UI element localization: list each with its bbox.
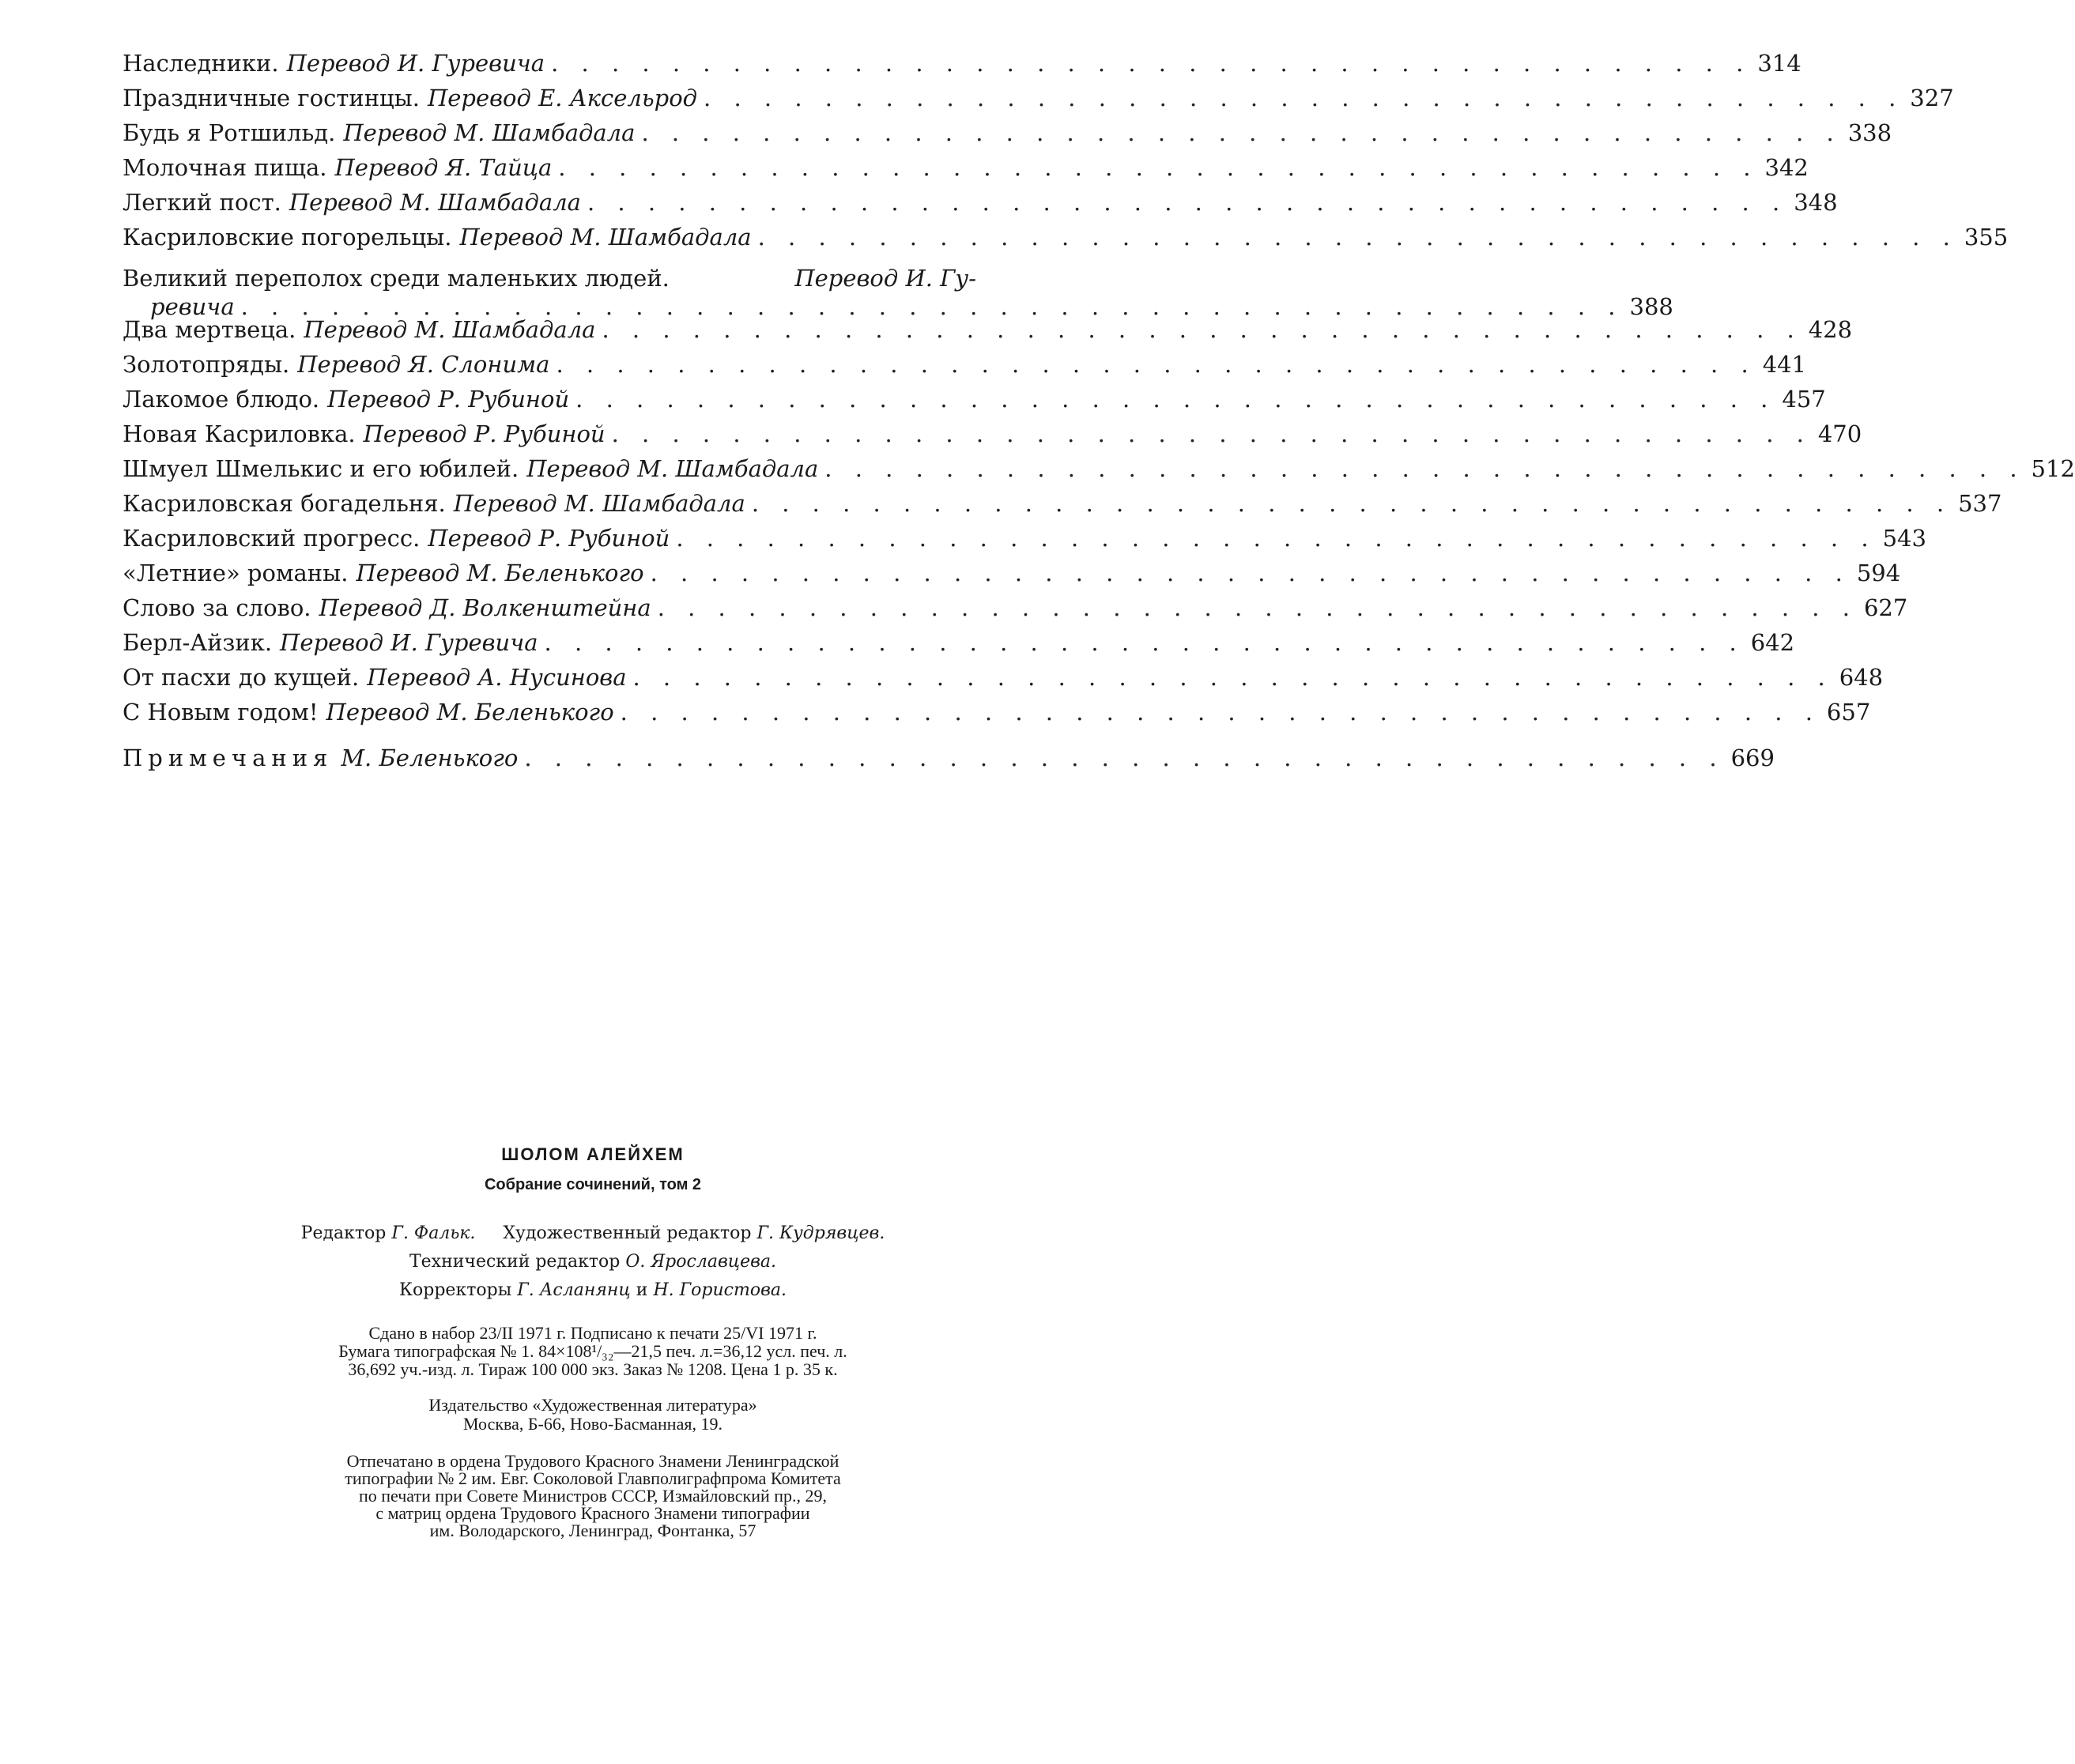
publisher-line: Издательство «Художественная литература» — [428, 1395, 757, 1415]
toc-entry — [123, 594, 1908, 631]
print-line: Сдано в набор 23/II 1971 г. Подписано к печати 25/VI 1971 г. — [368, 1323, 817, 1343]
toc-title: Будь я Ротшильд. — [123, 119, 336, 146]
toc-translator: Перевод М. Беленького — [326, 699, 614, 726]
printer-line: с матриц ордена Трудового Красного Знамени типографии — [375, 1503, 810, 1523]
toc-title: Золотопряды. — [123, 351, 290, 378]
toc-title: С Новым годом! — [123, 699, 319, 726]
art-editor-name: Г. Кудрявцев. — [756, 1223, 885, 1243]
toc-translator-continued: ревича — [150, 293, 235, 320]
toc-leader: . . . . . . . . . . . . . . . . . . . . . . . . . . . . . . . . . . . . . . . . — [524, 744, 1725, 771]
toc-page-number: 388 — [1629, 293, 1673, 320]
toc-title: Шмуел Шмелькис и его юбилей. — [123, 455, 519, 482]
toc-translator: Перевод М. Шамбадала — [459, 224, 752, 251]
toc-leader: . . . . . . . . . . . . . . . . . . . . . . . . . . . . . . . . . . . . . . . . — [602, 316, 1802, 343]
toc-leader: . . . . . . . . . . . . . . . . . . . . . . . . . . . . . . . . . . . . . . . . — [587, 189, 1788, 216]
toc-entry — [123, 525, 1926, 562]
toc-wrapped-line — [123, 293, 1673, 320]
printer-info — [198, 1453, 988, 1540]
toc-page-number: 627 — [1863, 594, 1908, 621]
toc-translator: Перевод Я. Тайца — [334, 154, 553, 181]
toc-title: Великий переполох среди маленьких людей. — [123, 265, 670, 292]
toc-title: Новая Касриловка. — [123, 420, 356, 447]
art-editor-label: Художественный редактор — [503, 1223, 752, 1243]
book-author: ШОЛОМ АЛЕЙХЕМ — [501, 1144, 685, 1164]
toc-page-number: 327 — [1910, 85, 1954, 111]
printer-line: типографии № 2 им. Евг. Соколовой Главполиграфпрома Комитета — [345, 1468, 841, 1488]
toc-entry — [123, 50, 1801, 87]
toc-title: От пасхи до кущей. — [123, 664, 360, 691]
toc-leader: . . . . . . . . . . . . . . . . . . . . . . . . . . . . . . . . . . . . . . . . — [824, 455, 2025, 482]
toc-translator: М. Беленького — [341, 744, 519, 771]
book-series: Собрание сочинений, том 2 — [484, 1176, 702, 1193]
toc-leader: . . . . . . . . . . . . . . . . . . . . . . . . . . . . . . . . . . . . . . . . — [575, 386, 1776, 413]
toc-entry — [123, 420, 1862, 458]
toc-translator: Перевод М. Шамбадала — [304, 316, 596, 343]
publisher-line: Москва, Б-66, Ново-Басманная, 19. — [463, 1414, 722, 1434]
toc-leader: . . . . . . . . . . . . . . . . . . . . . . . . . . . . . . . . . . . . . . . . — [558, 154, 1759, 181]
toc-entry — [123, 351, 1807, 388]
toc-title: Касриловская богадельня. — [123, 490, 446, 517]
tech-editor-label: Технический редактор — [409, 1252, 621, 1272]
toc-title: Касриловский прогресс. — [123, 525, 421, 552]
corrector-name: Г. Асланянц — [517, 1280, 631, 1300]
credits — [198, 1219, 988, 1305]
toc-page-number: 669 — [1730, 744, 1775, 771]
toc-leader: . . . . . . . . . . . . . . . . . . . . . . . . . . . . . . . . . . . . . . . . — [704, 85, 1904, 111]
toc-translator: Перевод Р. Рубиной — [363, 420, 606, 447]
toc-leader: . . . . . . . . . . . . . . . . . . . . . . . . . . . . . . . . . . . . . . . . — [657, 594, 1858, 621]
toc-page-number: 428 — [1808, 316, 1853, 343]
toc-title: Лакомое блюдо. — [123, 386, 320, 413]
print-details — [198, 1324, 988, 1378]
correctors-conjunction: и — [636, 1280, 648, 1300]
toc-entry — [123, 629, 1795, 666]
toc-translator: Перевод А. Нусинова — [367, 664, 627, 691]
toc-page-number: 657 — [1826, 699, 1871, 726]
toc-entry — [123, 224, 2009, 261]
toc-page-number: 348 — [1794, 189, 1838, 216]
toc-entry — [123, 189, 1838, 226]
toc-title: Легкий пост. — [123, 189, 281, 216]
toc-translator: Перевод М. Беленького — [356, 560, 644, 586]
toc-page-number: 543 — [1882, 525, 1926, 552]
correctors-label: Корректоры — [398, 1280, 512, 1300]
printer-line: по печати при Совете Министров СССР, Измайловский пр., 29, — [358, 1486, 828, 1506]
toc-translator: Перевод М. Шамбадала — [453, 490, 745, 517]
toc-page-number: 642 — [1750, 629, 1795, 656]
toc-entry — [123, 699, 1871, 736]
toc-page-number: 342 — [1764, 154, 1809, 181]
toc-page-number: 470 — [1817, 420, 1862, 447]
toc-entry — [123, 664, 1884, 701]
toc-title: Два мертвеца. — [123, 316, 296, 343]
printer-line: им. Володарского, Ленинград, Фонтанка, 57 — [429, 1521, 756, 1540]
toc-entry — [123, 119, 1892, 156]
toc-translator: Перевод Р. Рубиной — [327, 386, 570, 413]
toc-translator: Перевод И. Гуревича — [286, 50, 545, 77]
corrector-name: Н. Гористова. — [653, 1280, 787, 1300]
toc-page-number: 537 — [1958, 490, 2002, 517]
toc-title: «Летние» романы. — [123, 560, 349, 586]
toc-translator: Перевод М. Шамбадала — [289, 189, 581, 216]
toc-leader: . . . . . . . . . . . . . . . . . . . . . . . . . . . . . . . . . . . . . . . . — [641, 119, 1842, 146]
toc-leader: . . . . . . . . . . . . . . . . . . . . . . . . . . . . . . . . . . . . . . . . — [751, 490, 1952, 517]
toc-title: Наследники. — [123, 50, 279, 77]
toc-leader: . . . . . . . . . . . . . . . . . . . . . . . . . . . . . . . . . . . . . . . . — [620, 699, 1820, 726]
table-of-contents — [123, 50, 2075, 782]
print-line: 36,692 уч.-изд. л. Тираж 100 000 экз. Заказ № 1208. Цена 1 р. 35 к. — [348, 1359, 838, 1379]
toc-page-number: 338 — [1847, 119, 1892, 146]
toc-leader: . . . . . . . . . . . . . . . . . . . . . . . . . . . . . . . . . . . . . . . . — [676, 525, 1877, 552]
toc-entry-notes — [123, 744, 1775, 782]
credits-line — [198, 1219, 988, 1248]
toc-page-number: 355 — [1964, 224, 2009, 251]
toc-translator: Перевод Е. Аксельрод — [427, 85, 698, 111]
toc-entry — [123, 560, 1901, 597]
toc-title: Молочная пища. — [123, 154, 327, 181]
toc-translator: Перевод И. Гуревича — [280, 629, 538, 656]
editor-label: Редактор — [300, 1223, 387, 1243]
colophon — [198, 1144, 988, 1540]
toc-page-number: 457 — [1782, 386, 1826, 413]
toc-translator: Перевод Д. Волкенштейна — [319, 594, 651, 621]
toc-translator: Перевод Я. Слонима — [297, 351, 550, 378]
toc-leader: . . . . . . . . . . . . . . . . . . . . . . . . . . . . . . . . . . . . . . . . . . . . . . — [240, 293, 1624, 320]
toc-page-number: 512 — [2031, 455, 2075, 482]
toc-page-number: 441 — [1762, 351, 1807, 378]
toc-entry — [123, 455, 2075, 492]
toc-title: Касриловские погорельцы. — [123, 224, 452, 251]
print-line: Бумага типографская № 1. 84×108¹/₃₂—21,5 печ. л.=36,12 усл. печ. л. — [338, 1341, 847, 1361]
toc-leader: . . . . . . . . . . . . . . . . . . . . . . . . . . . . . . . . . . . . . . . . — [556, 351, 1756, 378]
toc-translator: Перевод М. Шамбадала — [526, 455, 819, 482]
credits-line — [198, 1248, 988, 1276]
tech-editor-name: О. Ярославцева. — [625, 1252, 777, 1272]
toc-entry — [123, 85, 1954, 122]
toc-translator: Перевод Р. Рубиной — [428, 525, 670, 552]
toc-entry — [123, 490, 2002, 527]
credits-line — [198, 1276, 988, 1305]
toc-wrapped-line — [123, 261, 976, 296]
toc-translator: Перевод М. Шамбадала — [343, 119, 636, 146]
toc-leader: . . . . . . . . . . . . . . . . . . . . . . . . . . . . . . . . . . . . . . . . — [544, 629, 1745, 656]
publisher — [198, 1396, 988, 1434]
toc-leader: . . . . . . . . . . . . . . . . . . . . . . . . . . . . . . . . . . . . . . . . — [551, 50, 1752, 77]
toc-page-number: 314 — [1757, 50, 1801, 77]
toc-entry-wrapped — [123, 261, 1673, 320]
toc-leader: . . . . . . . . . . . . . . . . . . . . . . . . . . . . . . . . . . . . . . . . — [757, 224, 1958, 251]
toc-title: Берл-Айзик. — [123, 629, 273, 656]
toc-leader: . . . . . . . . . . . . . . . . . . . . . . . . . . . . . . . . . . . . . . . . — [650, 560, 1851, 586]
toc-entry — [123, 316, 1853, 353]
toc-page-number: 648 — [1839, 664, 1884, 691]
toc-title: Примечания — [123, 744, 334, 771]
toc-translator: Перевод И. Гу- — [794, 265, 976, 292]
toc-leader: . . . . . . . . . . . . . . . . . . . . . . . . . . . . . . . . . . . . . . . . — [632, 664, 1833, 691]
editor-name: Г. Фальк. — [391, 1223, 476, 1243]
toc-leader: . . . . . . . . . . . . . . . . . . . . . . . . . . . . . . . . . . . . . . . . — [611, 420, 1812, 447]
toc-page-number: 594 — [1856, 560, 1901, 586]
printer-line: Отпечатано в ордена Трудового Красного Знамени Ленинградской — [346, 1451, 839, 1471]
toc-entry — [123, 386, 1826, 423]
toc-title: Слово за слово. — [123, 594, 311, 621]
toc-entry — [123, 154, 1809, 191]
toc-title: Праздничные гостинцы. — [123, 85, 420, 111]
